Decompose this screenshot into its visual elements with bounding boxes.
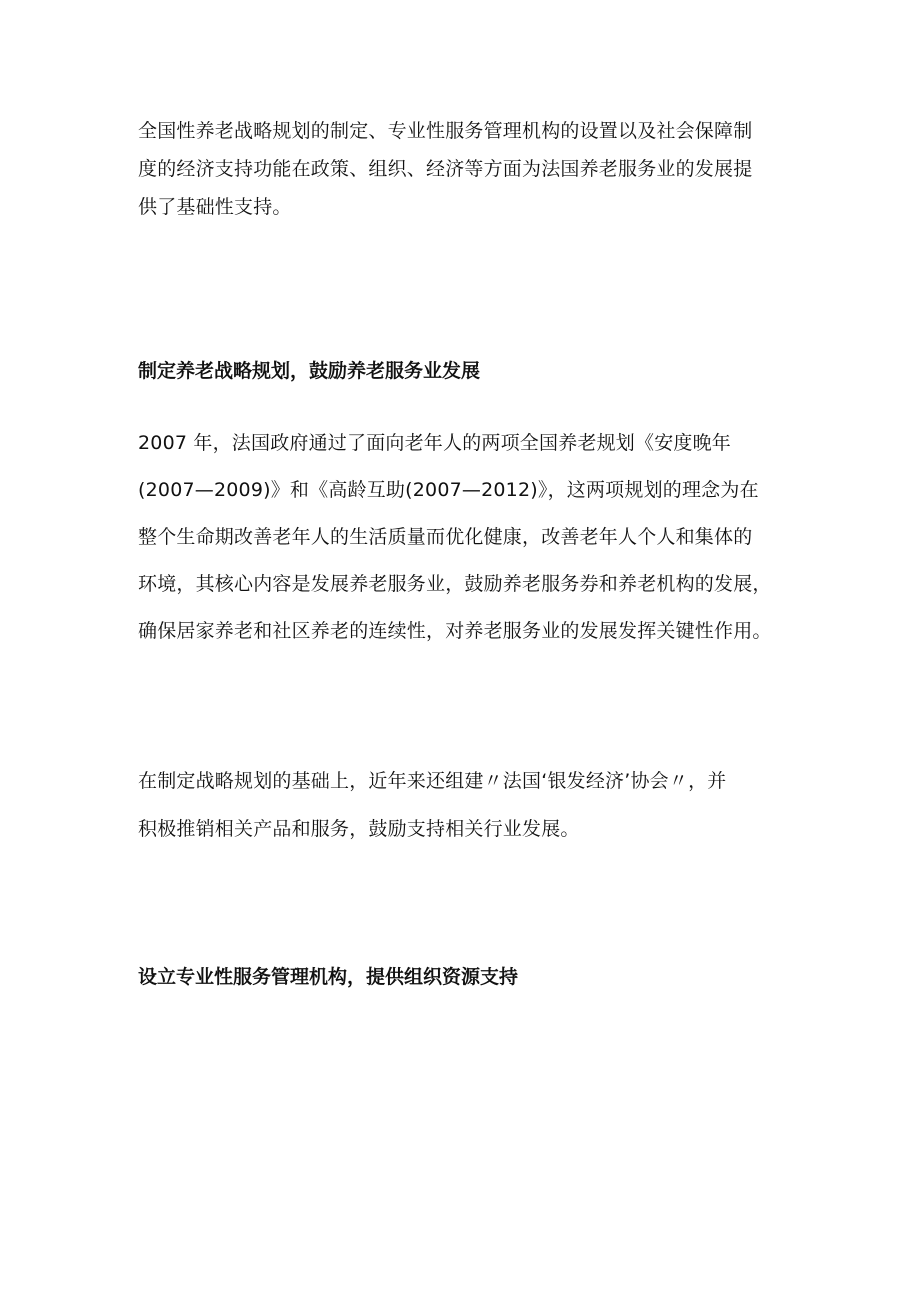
section-1-paragraph-1 [138, 424, 798, 650]
text-line: 供了基础性支持。 [138, 196, 292, 218]
section-2-heading: 设立专业性服务管理机构，提供组织资源支持 [138, 966, 519, 988]
text-line: 整个生命期改善老年人的生活质量而优化健康，改善老年人个人和集体的 [138, 526, 753, 548]
text-line: 在制定战略规划的基础上，近年来还组建〃法国‘银发经济’协会〃，并 [138, 770, 727, 792]
text-line: (2007—2009)》和《高龄互助(2007—2012)》，这两项规划的理念为在 [138, 479, 759, 501]
text-line: 度的经济支持功能在政策、组织、经济等方面为法国养老服务业的发展提 [138, 158, 753, 180]
text-line: 确保居家养老和社区养老的连续性，对养老服务业的发展发挥关键性作用。 [138, 620, 772, 642]
intro-paragraph [138, 112, 798, 226]
text-line: 环境，其核心内容是发展养老服务业，鼓励养老服务券和养老机构的发展， [138, 573, 772, 595]
text-line: 全国性养老战略规划的制定、专业性服务管理机构的设置以及社会保障制 [138, 120, 753, 142]
section-1-paragraph-2 [138, 762, 798, 848]
section-1-heading: 制定养老战略规划，鼓励养老服务业发展 [138, 360, 481, 382]
text-line: 积极推销相关产品和服务，鼓励支持相关行业发展。 [138, 818, 580, 840]
text-line: 2007 年，法国政府通过了面向老年人的两项全国养老规划《安度晚年 [138, 432, 731, 454]
